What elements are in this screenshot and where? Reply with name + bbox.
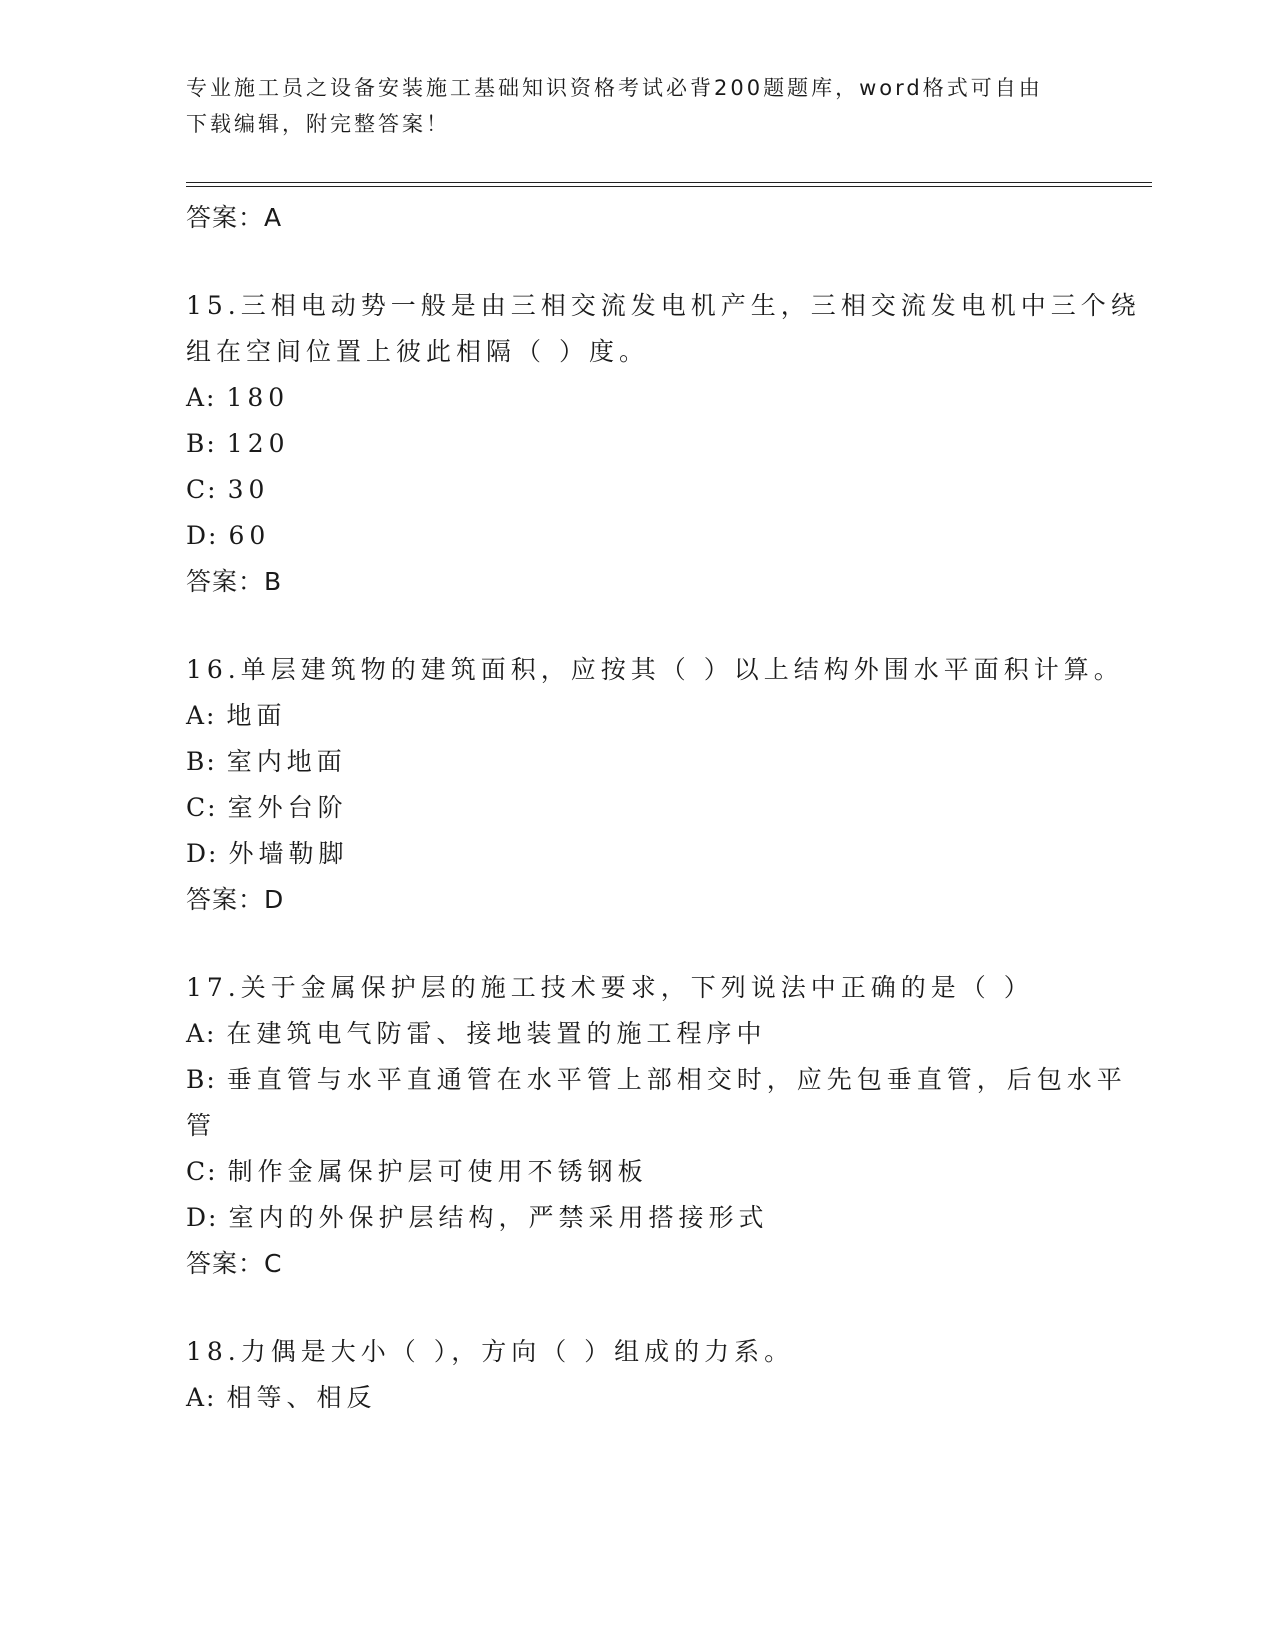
question-stem: 17.关于金属保护层的施工技术要求，下列说法中正确的是（ ）: [186, 973, 1034, 1002]
header-rule: [186, 182, 1152, 187]
question-stem: 16.单层建筑物的建筑面积，应按其（ ）以上结构外围水平面积计算。: [186, 655, 1124, 684]
question-stem: 18.力偶是大小（ ），方向（ ）组成的力系。: [186, 1337, 795, 1366]
option-d: D: 外墙勒脚: [186, 839, 349, 868]
question-17: [186, 965, 1152, 1287]
option-b: B: 120: [186, 429, 290, 458]
question-16: [186, 647, 1152, 923]
option-a: A: 180: [186, 383, 290, 412]
option-b: B: 垂直管与水平直通管在水平管上部相交时，应先包垂直管，后包水平管: [186, 1065, 1127, 1140]
option-c: C: 30: [186, 475, 270, 504]
question-15: [186, 283, 1152, 605]
answer: 答案：B: [186, 567, 283, 596]
option-d: D: 室内的外保护层结构，严禁采用搭接形式: [186, 1203, 769, 1232]
option-b: B: 室内地面: [186, 747, 347, 776]
option-a: A: 相等、相反: [186, 1383, 377, 1412]
answer: 答案：C: [186, 1249, 283, 1278]
option-a: A: 在建筑电气防雷、接地装置的施工程序中: [186, 1019, 767, 1048]
answer: 答案：D: [186, 885, 285, 914]
question-stem: 15.三相电动势一般是由三相交流发电机产生，三相交流发电机中三个绕组在空间位置上彼此相隔（ ）度。: [186, 291, 1141, 366]
answer-14: 答案：A: [186, 203, 283, 232]
question-18: [186, 1329, 1152, 1421]
document-page: [186, 70, 1152, 1421]
option-a: A: 地面: [186, 701, 287, 730]
option-c: C: 制作金属保护层可使用不锈钢板: [186, 1157, 648, 1186]
option-d: D: 60: [186, 521, 271, 550]
option-c: C: 室外台阶: [186, 793, 348, 822]
document-header: 专业施工员之设备安装施工基础知识资格考试必背200题题库，word格式可自由下载编辑，附完整答案！: [186, 76, 1043, 136]
